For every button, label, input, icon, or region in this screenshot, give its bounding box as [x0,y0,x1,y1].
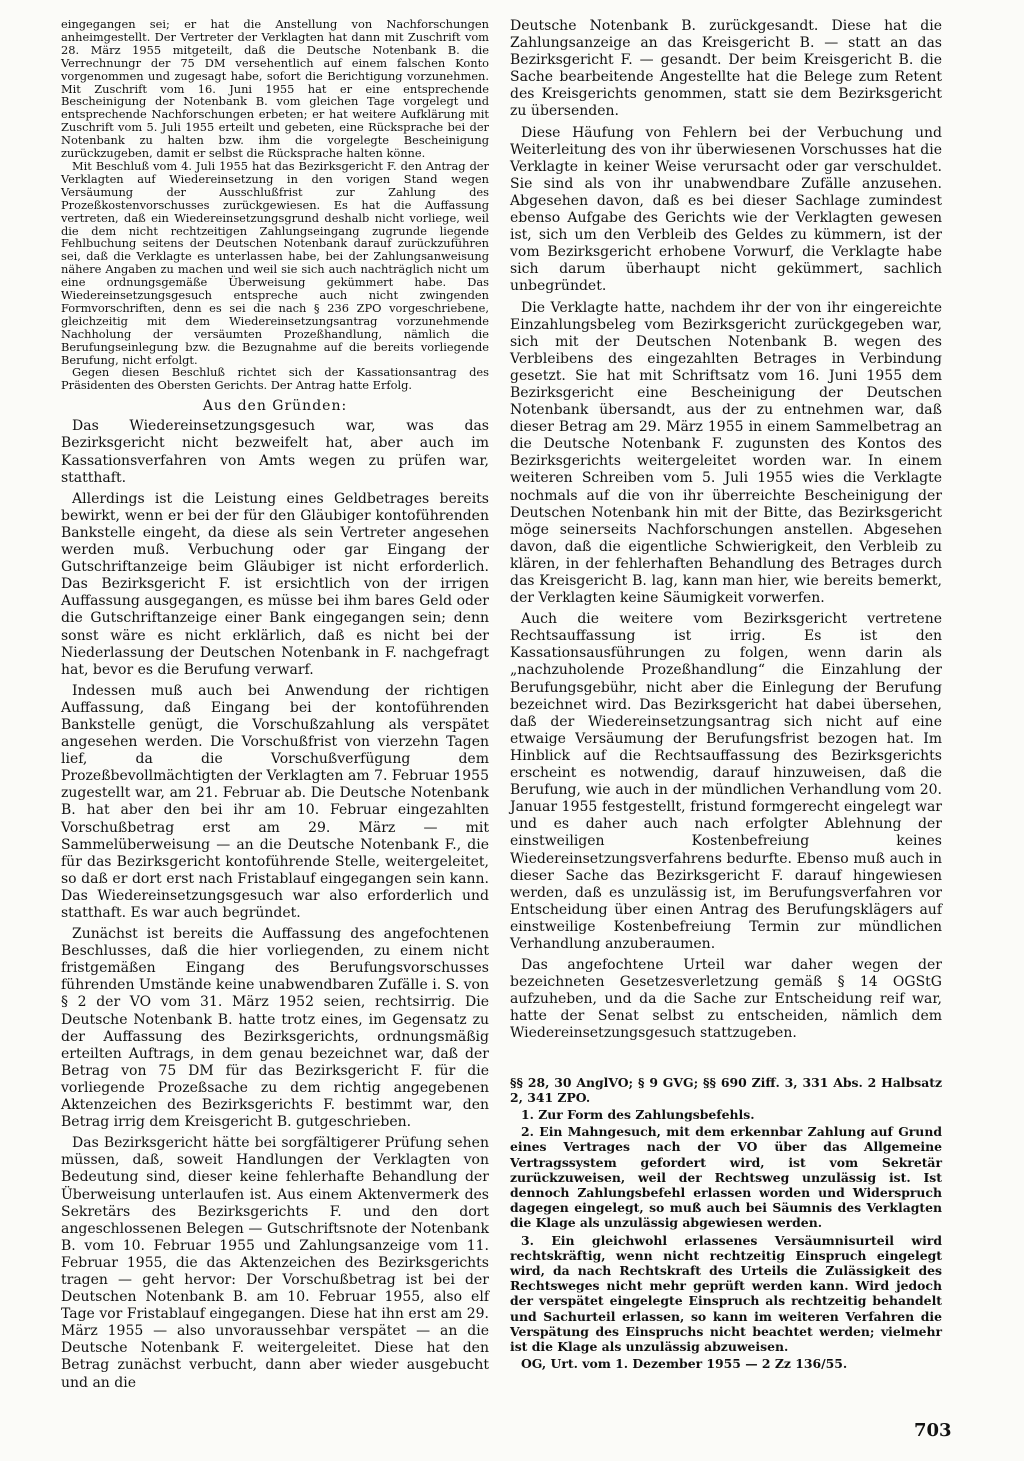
body-paragraph: Das angefochtene Urteil war daher wegen der bezeichneten Gesetzesverletzung gemäß § 14 OGStG aufzuheben, und da die Sache zur Entscheidung reif war, hatte der Senat selbst zu entscheiden, nämlich dem Wiedereinsetzungsgesuch stattzugeben. [510,957,942,1042]
body-paragraph: Deutsche Notenbank B. zurückgesandt. Diese hat die Zahlungsanzeige an das Kreisgericht B. — statt an das Bezirksgericht F. — gesandt. Der beim Kreisgericht B. die Sache bearbeitende Angestellte hat die Belege zum Retent des Kreisgerichts genommen, statt sie dem Bezirksgericht zu übersenden. [510,18,942,120]
headnote-point: 1. Zur Form des Zahlungsbefehls. [521,1106,755,1122]
right-column [510,18,942,1373]
summary-paragraph: eingegangen sei; er hat die Anstellung von Nachforschungen anheimgestellt. Der Vertreter der Verklagten hat dann mit Zuschrift vom 28. März 1955 mitgeteilt, daß die Deutsche Notenbank B. die Verrechnungr der 75 DM versehentlich auf einem falschen Konto vorgenommen und zugesagt habe, sofort die Berichtigung vorzunehmen. Mit Zuschrift vom 16. Juni 1955 hat er eine entsprechende Bescheinigung der Notenbank B. vom gleichen Tage vorgelegt und entsprechende Nachforschungen erbeten; er hat weitere Aufklärung mit Zuschrift vom 5. Juli 1955 erteilt und gebeten, eine Rücksprache bei der Notenbank zu halten bzw. ihm die vorgelegte Bescheinigung zurückzugeben, damit er selbst die Rücksprache halten könne. [61,17,489,161]
left-column [61,18,489,1396]
body-paragraph: Diese Häufung von Fehlern bei der Verbuchung und Weiterleitung des von ihr überwiesenen Vorschusses hat die Verklagte in keiner Weise verursacht oder gar verschuldet. Sie sind als von ihr unabwendbare Zufälle anzusehen. Abgesehen davon, daß es bei dieser Sachlage zumindest ebenso Aufgabe des Gerichts wie der Verklagten gewesen ist, sich um den Verbleib des Geldes zu kümmern, ist der vom Bezirksgericht erhobene Vorwurf, die Verklagte habe sich darum überhaupt nicht gekümmert, sachlich unbegründet. [510,124,942,295]
body-paragraph: Zunächst ist bereits die Auffassung des angefochtenen Beschlusses, daß die hier vorliegenden, zu einem nicht fristgemäßen Eingang des Berufungsvorschusses führenden Umstände keine unabwendbaren Zufälle i. S. von § 2 der VO vom 31. März 1952 seien, rechtsirrig. Die Deutsche Notenbank B. hatte trotz eines, im Gegensatz zu der Auffassung des Bezirksgerichts, ordnungsmäßig erteilten Auftrags, in dem genau bezeichnet war, daß der Betrag von 75 DM für das Bezirksgericht F. für die vorliegende Prozeßsache zu dem richtig angegebenen Aktenzeichen des Bezirksgerichts F. bestimmt war, den Betrag irrig dem Kreisgericht B. gutgeschrieben. [61,926,489,1131]
body-paragraph: Indessen muß auch bei Anwendung der richtigen Auffassung, daß Eingang bei der kontoführenden Bankstelle genügt, die Vorschußzahlung als verspätet angesehen werden. Die Vorschußfrist von vierzehn Tagen lief, da die Vorschußverfügung dem Prozeßbevollmächtigten der Verklagten am 7. Februar 1955 zugestellt war, am 21. Februar ab. Die Deutsche Notenbank B. hat aber den bei ihr am 10. Februar eingezahlten Vorschußbetrag erst am 29. März — mit Sammelüberweisung — an die Deutsche Notenbank F., die für das Bezirksgericht kontoführende Stelle, weitergeleitet, so daß er dort erst nach Fristablauf eingegangen sein kann. Das Wiedereinsetzungsgesuch war also erforderlich und statthaft. Es war auch begründet. [61,682,489,921]
headnote [510,1075,942,1372]
summary-paragraph: Gegen diesen Beschluß richtet sich der Kassationsantrag des Präsidenten des Obersten Gerichts. Der Antrag hatte Erfolg. [61,365,489,393]
body-paragraph: Allerdings ist die Leistung eines Geldbetrages bereits bewirkt, wenn er bei der für den Gläubiger kontoführenden Bankstelle eingeht, da diese als sein Vertreter angesehen werden muß. Verbuchung oder gar Eingang der Gutschriftanzeige beim Gläubiger ist nicht erforderlich. Das Bezirksgericht F. ist ersichtlich von der irrigen Auffassung ausgegangen, es müsse bei ihm bares Geld oder die Gutschriftanzeige einer Bank eingegangen sein; denn sonst wäre es nicht erklärlich, daß es nicht bei der Niederlassung der Deutschen Notenbank in F. nachgefragt hat, bevor es die Berufung verwarf. [61,490,489,678]
body-paragraph: Auch die weitere vom Bezirksgericht vertretene Rechtsauffassung ist irrig. Es ist den Kassationsausführungen zu folgen, wenn darin als „nachzuholende Prozeßhandlung“ die Einzahlung der Berufungsgebühr, nicht aber die Einlegung der Berufung bezeichnet wird. Das Bezirksgericht hat dabei übersehen, daß der Wiedereinsetzungsantrag sich nicht auf eine etwaige Versäumung der Berufungsfrist bezogen hat. Im Hinblick auf die Rechtsauffassung des Bezirksgerichts erscheint es notwendig, darauf hinzuweisen, daß die Berufung, wie auch in der mündlichen Verhandlung vom 20. Januar 1955 festgestellt, fristund formgerecht eingelegt war und es daher auch nach erfolgter Ablehnung der einstweiligen Kostenbefreiung keines Wiedereinsetzungsverfahrens bedurfte. Ebenso muß auch in dieser Sache das Bezirksgericht F. darauf hingewiesen werden, daß es unzulässig ist, im Berufungsverfahren vor Entscheidung über einen Antrag des Berufungsklägers auf einstweilige Kostenbefreiung Termin zur mündlichen Verhandlung anzuberaumen. [510,611,942,952]
summary-paragraph: Mit Beschluß vom 4. Juli 1955 hat das Bezirksgericht F. den Antrag der Verklagten auf Wiedereinsetzung in den vorigen Stand wegen Versäumung der Ausschlußfrist zur Zahlung des Prozeßkostenvorschusses zurückgewiesen. Es hat die Auffassung vertreten, daß ein Wiedereinsetzungsgrund deshalb nicht vorliege, weil die dem nicht rechtzeitigen Zahlungseingang zugrunde liegende Fehlbuchung seitens der Deutschen Notenbank darauf zurückzuführen sei, daß die Verklagte es unterlassen habe, bei der Zahlungsanweisung nähere Angaben zu machen und weil sie sich auch nachträglich nicht um eine ordnungsgemäße Überweisung gekümmert habe. Das Wiedereinsetzungsgesuch entspreche auch nicht zwingenden Formvorschriften, denn es sei die nach § 236 ZPO vorgeschriebene, gleichzeitig mit dem Wiedereinsetzungsantrag vorzunehmende Nachholung der versäumten Prozeßhandlung, nämlich die Berufungseinlegung bzw. die Bezugnahme auf die bereits vorliegende Berufung, nicht erfolgt. [61,158,489,367]
body-paragraph: Das Wiedereinsetzungsgesuch war, was das Bezirksgericht nicht bezweifelt hat, aber auch im Kassationsverfahren von Amts wegen zu prüfen war, statthaft. [61,418,489,486]
body-paragraph: Das Bezirksgericht hätte bei sorgfältigerer Prüfung sehen müssen, daß, soweit Handlungen der Verklagten von Bedeutung sind, dieser keine fehlerhafte Behandlung der Überweisung unterlaufen ist. Aus einem Aktenvermerk des Sekretärs des Bezirksgerichts F. und den dort angeschlossenen Belegen — Gutschriftsnote der Notenbank B. vom 10. Februar 1955 und Zahlungsanzeige vom 11. Februar 1955, die das Aktenzeichen des Bezirksgerichts tragen — geht hervor: Der Vorschußbetrag ist bei der Deutschen Notenbank B. am 10. Februar 1955, also elf Tage vor Fristablauf eingegangen. Diese hat ihn erst am 29. März 1955 — also unvoraussehbar verspätet — an die Deutsche Notenbank F. weitergeleitet. Diese hat den Betrag zunächst verbucht, dann aber wieder ausgebucht und an die [61,1135,489,1391]
body-paragraph: Die Verklagte hatte, nachdem ihr der von ihr eingereichte Einzahlungsbeleg vom Bezirksgericht zurückgegeben war, sich mit der Deutschen Notenbank B. wegen des Verbleibens des eingezahlten Betrages in Verbindung gesetzt. Sie hat mit Schriftsatz vom 16. Juni 1955 dem Bezirksgericht eine Bescheinigung der Deutschen Notenbank übersandt, aus der zu entnehmen war, daß dieser Betrag am 29. März 1955 in einem Sammelbetrag an die Deutsche Notenbank F. zugunsten des Kontos des Bezirksgerichts weitergeleitet worden war. In einem weiteren Schreiben vom 5. Juli 1955 wies die Verklagte nochmals auf die von ihr überreichte Bescheinigung der Deutschen Notenbank hin mit der Bitte, das Bezirksgericht möge seinerseits Nachforschungen anstellen. Abgesehen davon, daß die eigentliche Schwierigkeit, den Verbleib zu klären, in der fehlerhaften Behandlung des Betrages durch das Kreisgericht B. lag, kann man hier, wie bereits bemerkt, der Verklagten keine Säumigkeit vorwerfen. [510,299,942,607]
headnote-point: 2. Ein Mahngesuch, mit dem erkennbar Zahlung auf Grund eines Vertrages nach der VO über das Allgemeine Vertragssystem gefordert wird, ist vom Sekretär zurückzuweisen, weil der Rechtsweg unzulässig ist. Ist dennoch Zahlungsbefehl erlassen worden und Widerspruch dagegen eingelegt, so muß auch bei Säumnis des Verklagten die Klage als unzulässig abgewiesen werden. [510,1124,942,1231]
statute-reference: §§ 28, 30 AnglVO; § 9 GVG; §§ 690 Ziff. 3, 331 Abs. 2 Halbsatz 2, 341 ZPO. [510,1074,942,1105]
headnote-point: 3. Ein gleichwohl erlassenes Versäumnisurteil wird rechtskräftig, wenn nicht rechtzeitig Einspruch eingelegt wird, da nach Rechtskraft des Urteils die Zulässigkeit des Rechtsweges nicht mehr geprüft werden kann. Wird jedoch der verspätet eingelegte Einspruch als rechtzeitig behandelt und Sachurteil erlassen, so kann im weiteren Verfahren die Verspätung des Einspruchs nicht beachtet werden; vielmehr ist die Klage als unzulässig abzuweisen. [510,1232,942,1354]
case-citation: OG, Urt. vom 1. Dezember 1955 — 2 Zz 136/55. [521,1356,848,1372]
page-number: 703 [914,1420,952,1441]
section-heading: Aus den Gründen: [202,398,348,415]
